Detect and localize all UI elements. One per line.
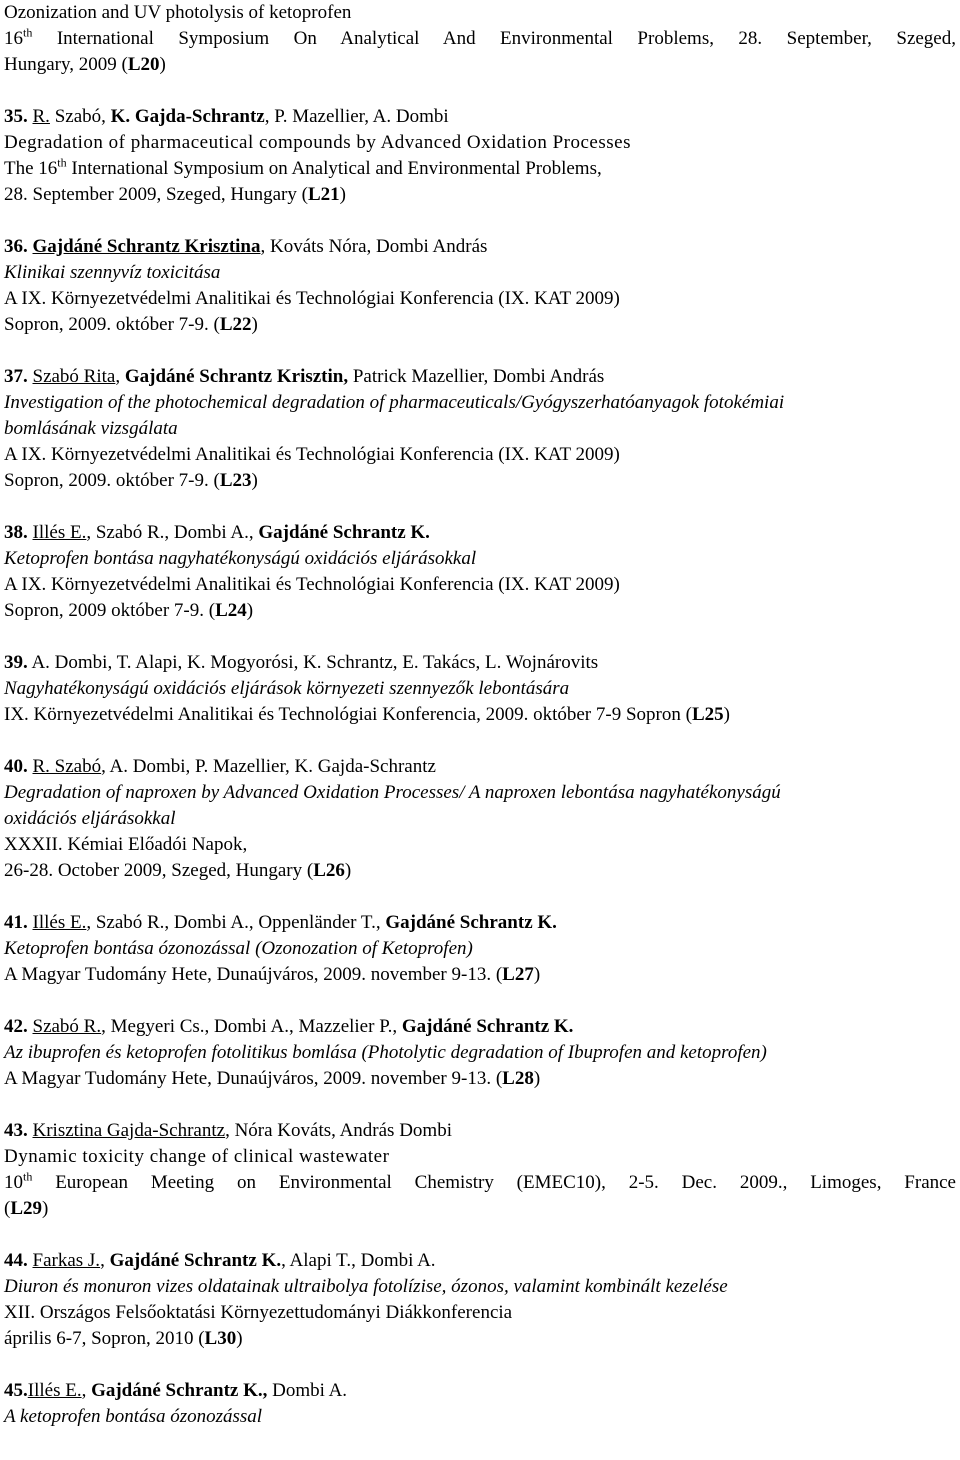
entry-37-authors: 37. Szabó Rita, Gajdáné Schrantz Krisztin, Patrick Mazellier, Dombi András: [4, 366, 605, 387]
entry-43-code: (L29): [4, 1198, 49, 1219]
entry-37-date: Sopron, 2009. október 7-9. (L23): [4, 470, 258, 491]
entry-45-title: A ketoprofen bontása ózonozással: [4, 1406, 263, 1427]
entry-43-venue: 10th European Meeting on Environmental Chemistry (EMEC10), 2-5. Dec. 2009., Limoges, France: [4, 1169, 956, 1193]
entry-34-venue: 16th International Symposium On Analytical And Environmental Problems, 28. September, Szeged,: [4, 25, 956, 49]
entry-36-authors: 36. Gajdáné Schrantz Krisztina, Kováts Nóra, Dombi András: [4, 236, 488, 257]
entry-34-date: Hungary, 2009 (L20): [4, 54, 166, 75]
entry-38-date: Sopron, 2009 október 7-9. (L24): [4, 600, 254, 621]
entry-41-title: Ketoprofen bontása ózonozással (Ozonozation of Ketoprofen): [4, 938, 473, 959]
entry-35-authors: 35. R. Szabó, K. Gajda-Schrantz, P. Mazellier, A. Dombi: [4, 106, 449, 127]
entry-38-authors: 38. Illés E., Szabó R., Dombi A., Gajdáné Schrantz K.: [4, 522, 430, 543]
entry-37-title: Investigation of the photochemical degradation of pharmaceuticals/Gyógyszerhatóanyagok fotokémiai: [4, 392, 785, 413]
entry-45-authors: 45.Illés E., Gajdáné Schrantz K., Dombi A.: [4, 1380, 348, 1401]
entry-34-title: Ozonization and UV photolysis of ketoprofen: [4, 2, 352, 23]
entry-39-title: Nagyhatékonyságú oxidációs eljárások környezeti szennyezők lebontására: [4, 678, 570, 699]
entry-37-title-cont: bomlásának vizsgálata: [4, 418, 178, 439]
entry-35-date: 28. September 2009, Szeged, Hungary (L21): [4, 184, 346, 205]
entry-43-title: Dynamic toxicity change of clinical wastewater: [4, 1146, 390, 1167]
entry-44-title: Diuron és monuron vizes oldatainak ultraibolya fotolízise, ózonos, valamint kombinált kezelése: [4, 1276, 728, 1297]
entry-41-venue: A Magyar Tudomány Hete, Dunaújváros, 2009. november 9-13. (L27): [4, 964, 541, 985]
entry-40-date: 26-28. October 2009, Szeged, Hungary (L26): [4, 860, 352, 881]
entry-40-title-cont: oxidációs eljárásokkal: [4, 808, 176, 829]
entry-39-venue: IX. Környezetvédelmi Analitikai és Technológiai Konferencia, 2009. október 7-9 Sopron (L25): [4, 704, 730, 725]
entry-40-venue: XXXII. Kémiai Előadói Napok,: [4, 834, 248, 855]
entry-39-authors: 39. A. Dombi, T. Alapi, K. Mogyorósi, K. Schrantz, E. Takács, L. Wojnárovits: [4, 652, 599, 673]
entry-38-title: Ketoprofen bontása nagyhatékonyságú oxidációs eljárásokkal: [4, 548, 477, 569]
entry-42-authors: 42. Szabó R., Megyeri Cs., Dombi A., Mazzelier P., Gajdáné Schrantz K.: [4, 1016, 574, 1037]
entry-42-venue: A Magyar Tudomány Hete, Dunaújváros, 2009. november 9-13. (L28): [4, 1068, 541, 1089]
entry-44-venue: XII. Országos Felsőoktatási Környezettudományi Diákkonferencia: [4, 1302, 513, 1323]
entry-35-venue: The 16th International Symposium on Analytical and Environmental Problems,: [4, 155, 602, 179]
entry-36-title: Klinikai szennyvíz toxicitása: [4, 262, 221, 283]
entry-37-venue: A IX. Környezetvédelmi Analitikai és Technológiai Konferencia (IX. KAT 2009): [4, 444, 620, 465]
entry-40-authors: 40. R. Szabó, A. Dombi, P. Mazellier, K. Gajda-Schrantz: [4, 756, 436, 777]
entry-42-title: Az ibuprofen és ketoprofen fotolitikus bomlása (Photolytic degradation of Ibuprofen and ketoprofen): [4, 1042, 767, 1063]
entry-35-title: Degradation of pharmaceutical compounds by Advanced Oxidation Processes: [4, 132, 631, 153]
entry-44-authors: 44. Farkas J., Gajdáné Schrantz K., Alapi T., Dombi A.: [4, 1250, 436, 1271]
entry-38-venue: A IX. Környezetvédelmi Analitikai és Technológiai Konferencia (IX. KAT 2009): [4, 574, 620, 595]
entry-36-venue: A IX. Környezetvédelmi Analitikai és Technológiai Konferencia (IX. KAT 2009): [4, 288, 620, 309]
entry-36-date: Sopron, 2009. október 7-9. (L22): [4, 314, 258, 335]
entry-43-authors: 43. Krisztina Gajda-Schrantz, Nóra Kováts, András Dombi: [4, 1120, 452, 1141]
publication-list: [4, 0, 956, 1430]
entry-40-title: Degradation of naproxen by Advanced Oxidation Processes/ A naproxen lebontása nagyhatékonyságú: [4, 782, 781, 803]
entry-41-authors: 41. Illés E., Szabó R., Dombi A., Oppenländer T., Gajdáné Schrantz K.: [4, 912, 557, 933]
entry-44-date: április 6-7, Sopron, 2010 (L30): [4, 1328, 243, 1349]
